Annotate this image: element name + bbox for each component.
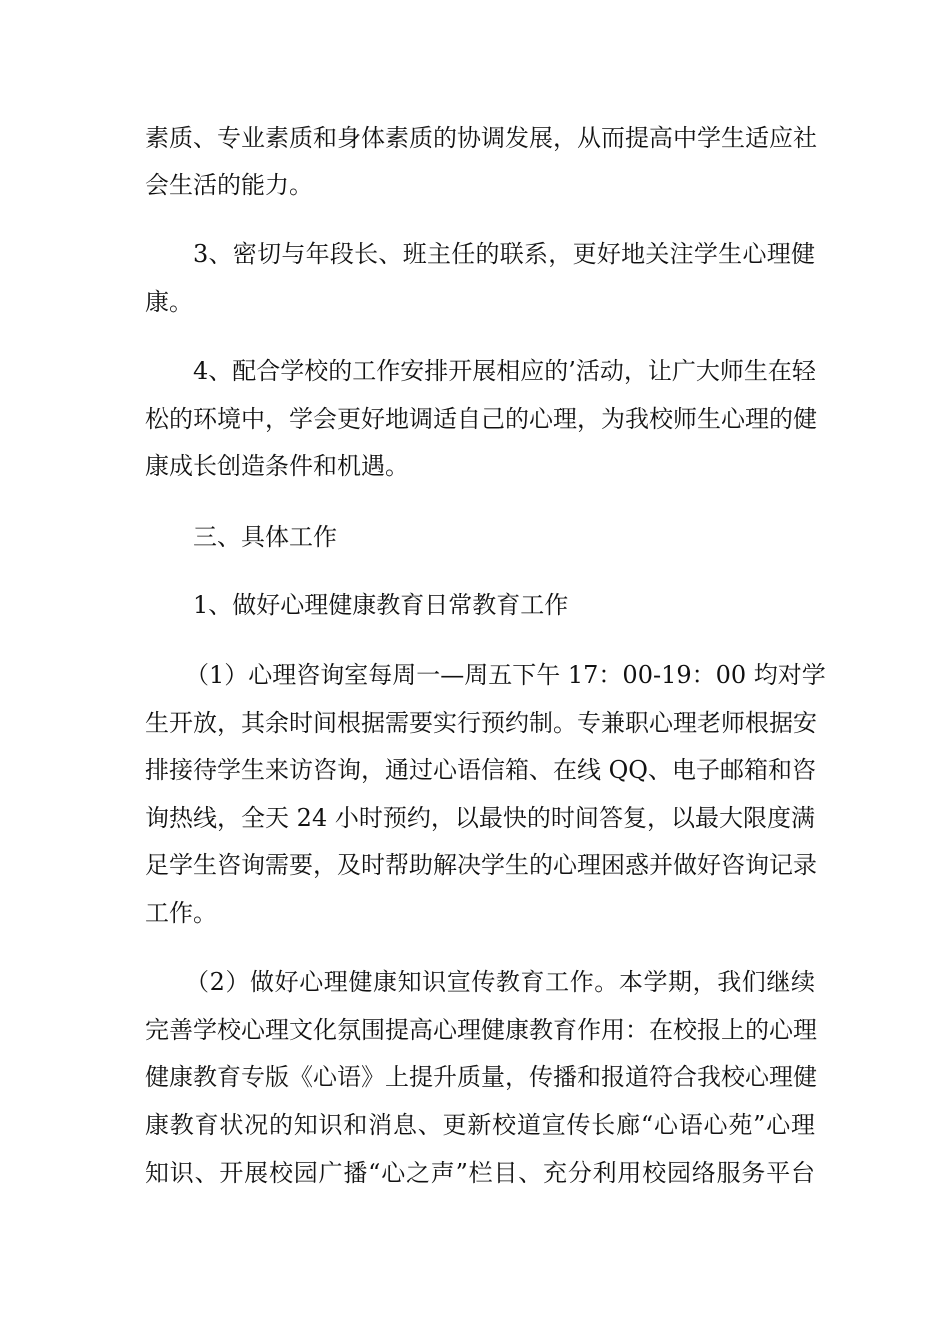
paragraph-line: 会生活的能力。 (145, 171, 313, 199)
paragraph-line: 知识、开展校园广播“心之声”栏目、充分利用校园络服务平台 (145, 1159, 815, 1187)
paragraph-line: 松的环境中，学会更好地调适自己的心理，为我校师生心理的健 (145, 405, 817, 433)
paragraph-line: 足学生咨询需要，及时帮助解决学生的心理困惑并做好咨询记录 (145, 851, 817, 879)
paragraph-line: 康成长创造条件和机遇。 (145, 452, 409, 480)
subsection-heading: 1、做好心理健康教育日常教育工作 (193, 591, 569, 619)
paragraph-line: 健康教育专版《心语》上提升质量，传播和报道符合我校心理健 (145, 1063, 817, 1091)
paragraph-line: 生开放，其余时间根据需要实行预约制。专兼职心理老师根据安 (145, 709, 817, 737)
paragraph-line: 康。 (145, 288, 193, 316)
paragraph-line: 工作。 (145, 899, 217, 927)
paragraph-line: （1）心理咨询室每周一—周五下午 17：00-19：00 均对学 (185, 661, 826, 689)
paragraph-line: 排接待学生来访咨询，通过心语信箱、在线 QQ、电子邮箱和咨 (145, 756, 816, 784)
paragraph-line: 4、配合学校的工作安排开展相应的’活动，让广大师生在轻 (193, 357, 816, 385)
paragraph-line: 素质、专业素质和身体素质的协调发展，从而提高中学生适应社 (145, 124, 817, 152)
paragraph-line: 3、密切与年段长、班主任的联系，更好地关注学生心理健 (193, 240, 815, 268)
paragraph-line: 康教育状况的知识和消息、更新校道宣传长廊“心语心苑”心理 (145, 1111, 815, 1139)
paragraph-line: 询热线，全天 24 小时预约，以最快的时间答复，以最大限度满 (145, 804, 815, 832)
section-heading: 三、具体工作 (193, 523, 337, 551)
paragraph-line: 完善学校心理文化氛围提高心理健康教育作用：在校报上的心理 (145, 1016, 817, 1044)
paragraph-line: （2）做好心理健康知识宣传教育工作。本学期，我们继续 (185, 968, 815, 996)
